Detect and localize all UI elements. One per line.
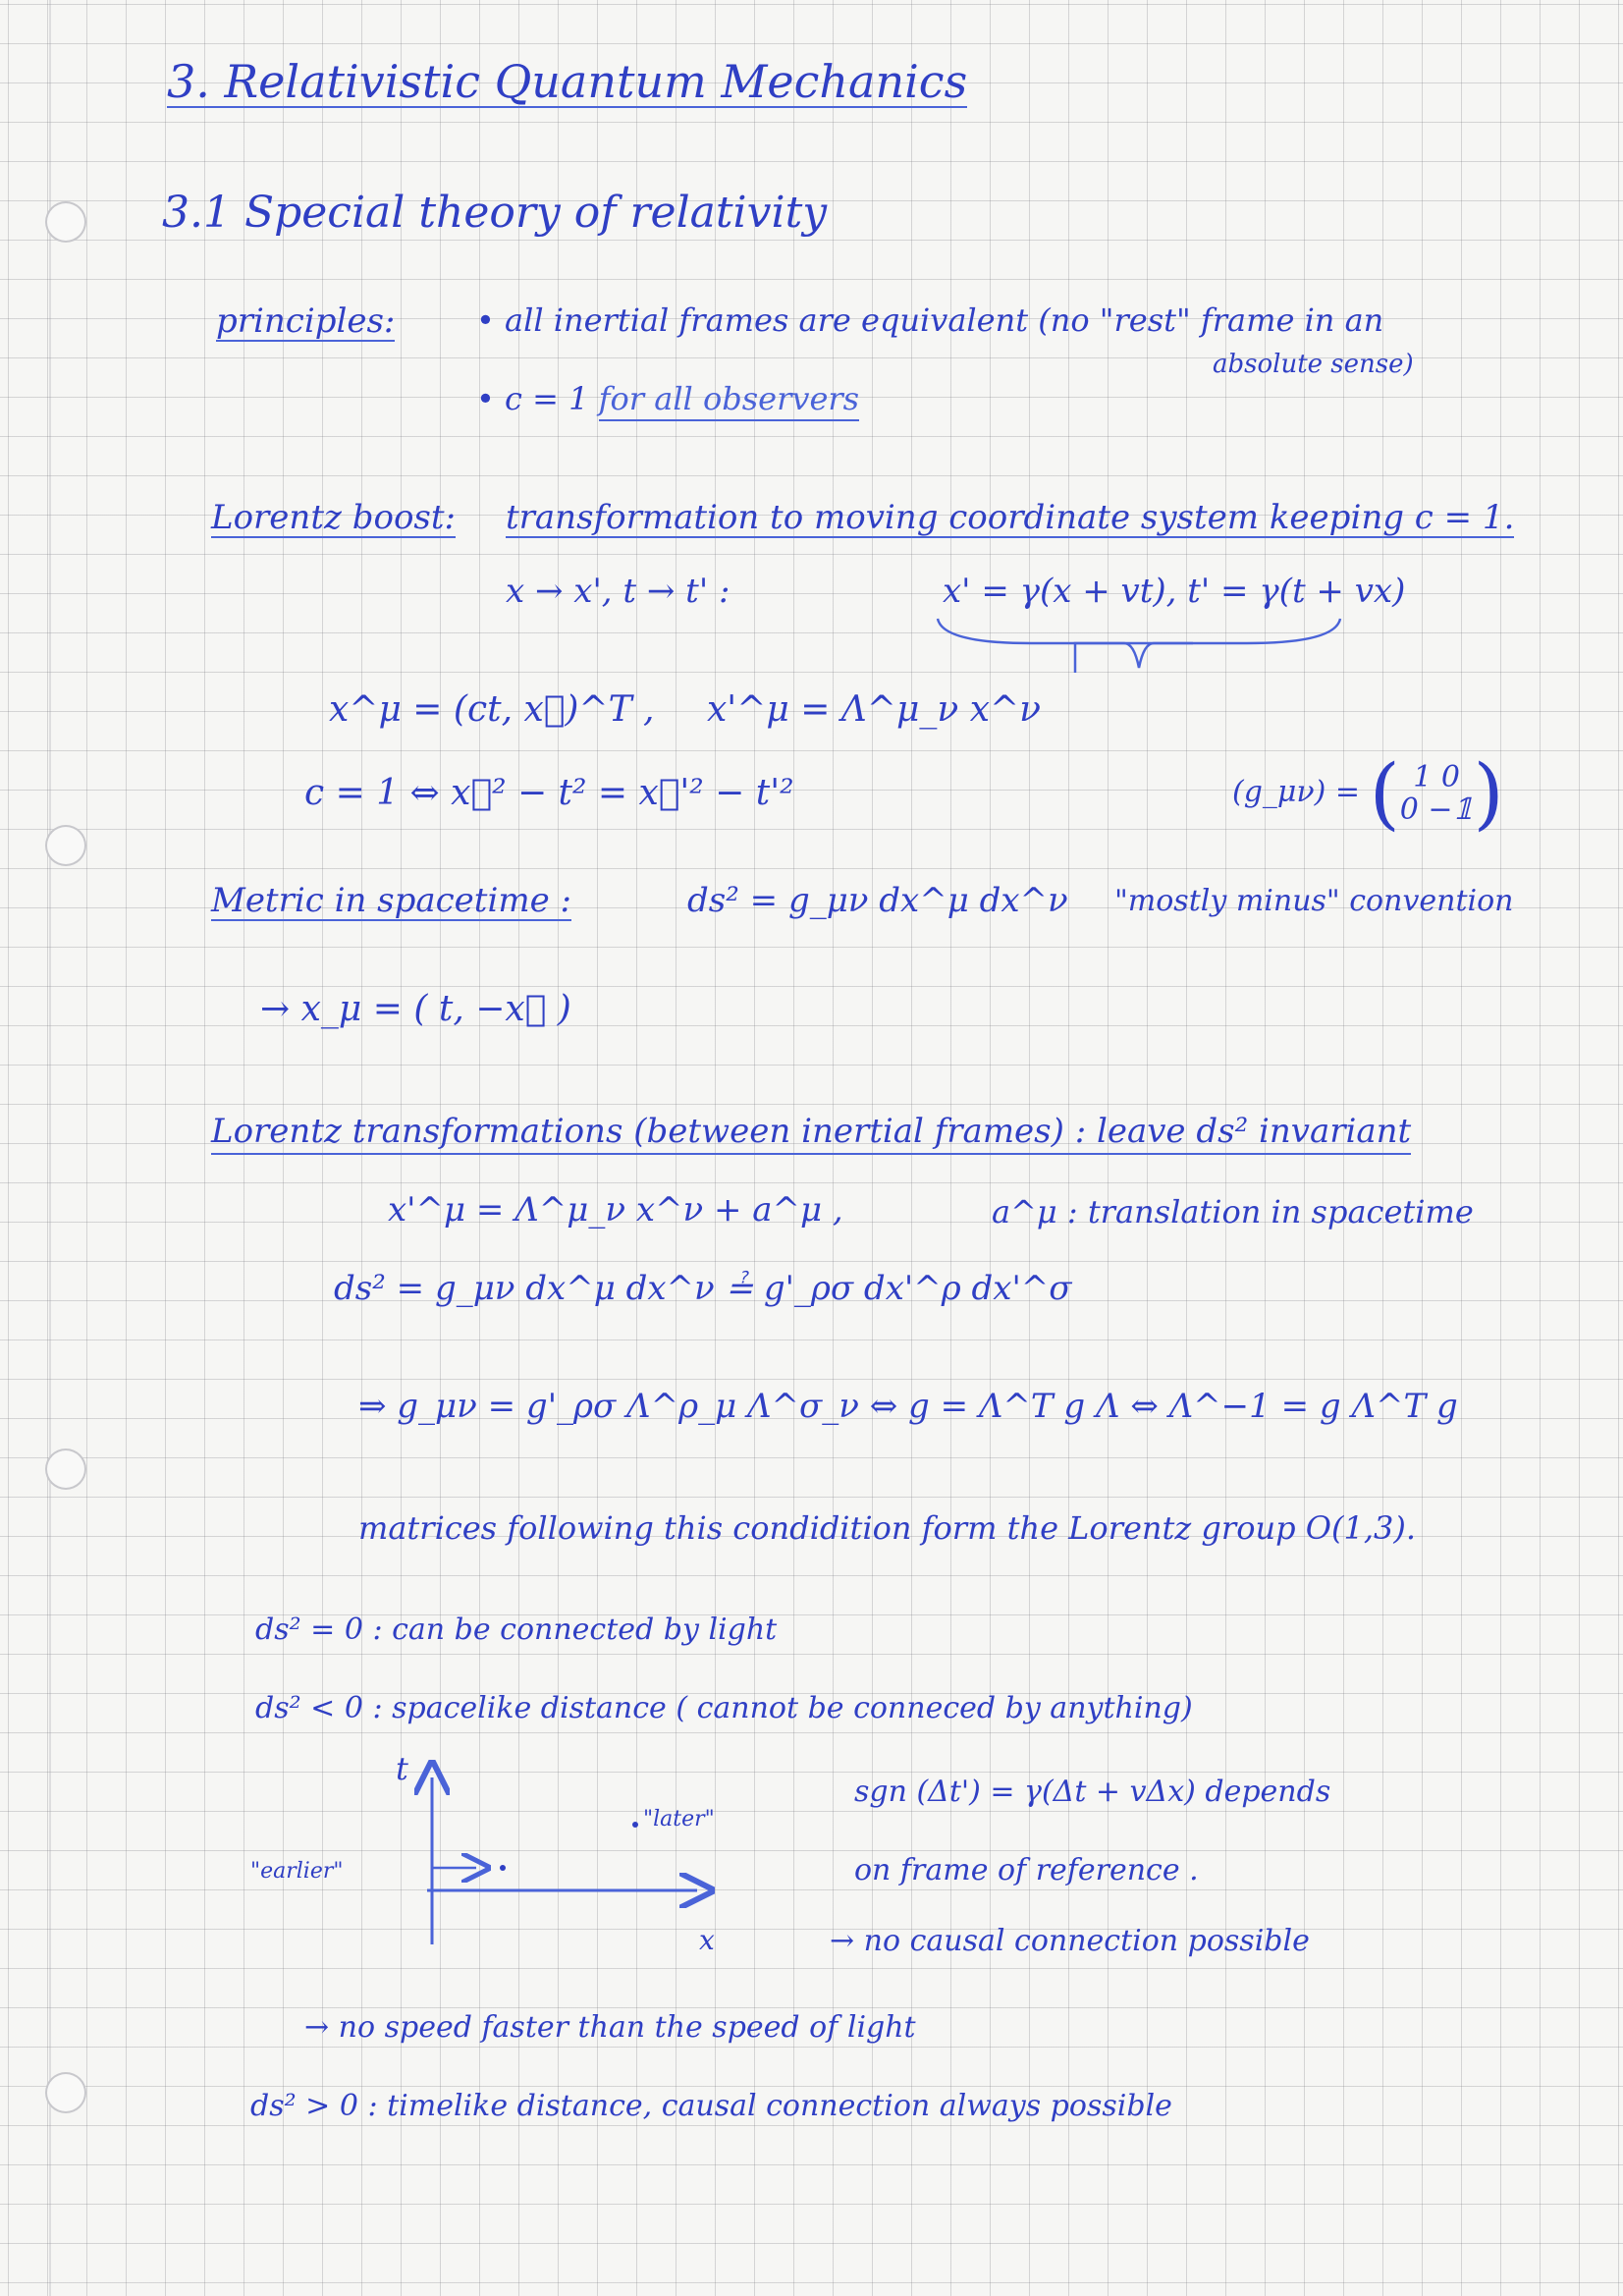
- lorentz-transformations-header: Lorentz transformations (between inertial frames) : leave ds² invariant: [211, 1115, 1411, 1148]
- spacelike-interval: ds² < 0 : spacelike distance ( cannot be conneced by anything): [255, 1691, 1193, 1725]
- binder-hole: [45, 201, 86, 243]
- poincare-transform-eq: x'^μ = Λ^μ_ν x^ν + a^μ ,: [388, 1190, 843, 1230]
- chapter-title: 3. Relativistic Quantum Mechanics: [167, 55, 968, 108]
- spacetime-diagram: [236, 1748, 746, 1954]
- interval-invariance-eq: ds² = g_μν dx^μ dx^ν ≟ g'_ρσ dx'^ρ dx'^σ: [334, 1269, 1072, 1308]
- binder-hole: [45, 1449, 86, 1490]
- no-causal-connection: → no causal connection possible: [830, 1924, 1310, 1958]
- timelike-interval: ds² > 0 : timelike distance, causal connection always possible: [250, 2089, 1172, 2123]
- frame-of-reference: on frame of reference .: [854, 1853, 1199, 1887]
- boost-equation: x' = γ(x + vt), t' = γ(t + vx): [943, 572, 1406, 611]
- metric-row-1: 1 0: [1413, 760, 1460, 794]
- earlier-label: "earlier": [250, 1859, 344, 1884]
- no-faster-than-light: → no speed faster than the speed of light: [304, 2010, 916, 2045]
- lower-index-vector: → x_μ = ( t, −x⃗ ): [260, 989, 571, 1029]
- section-title: 3.1 Special theory of relativity: [162, 188, 828, 238]
- four-vector-transform: x'^μ = Λ^μ_ν x^ν: [707, 689, 1042, 730]
- metric-row-2: 0 −𝟙: [1399, 793, 1474, 827]
- boost-map: x → x', t → t' :: [506, 572, 730, 611]
- principle-1: • all inertial frames are equivalent (no "rest" frame in an: [476, 301, 1384, 339]
- margin-line: [49, 0, 51, 2296]
- bracket-line: [1070, 638, 1198, 678]
- binder-hole: [45, 2072, 86, 2113]
- four-vector-eq: x^μ = (ct, x⃗)^T ,: [329, 689, 655, 730]
- metric-label: Metric in spacetime :: [211, 881, 571, 920]
- principle-2: • c = 1 for all observers: [476, 383, 859, 414]
- metric-condition-eq: ⇒ g_μν = g'_ρσ Λ^ρ_μ Λ^σ_ν ⇔ g = Λ^T g Λ ⇔ Λ^−1 = g Λ^T g: [358, 1387, 1458, 1426]
- lorentz-group-statement: matrices following this condidition form the Lorentz group O(1,3).: [358, 1509, 1416, 1547]
- x-axis-label: x: [699, 1924, 715, 1956]
- metric-equation: ds² = g_μν dx^μ dx^ν: [687, 881, 1068, 920]
- principle-2-note: for all observers: [599, 380, 859, 421]
- principles-label: principles:: [216, 301, 396, 341]
- null-interval: ds² = 0 : can be connected by light: [255, 1613, 778, 1647]
- c-equals-one-eq: c = 1 ⇔ x⃗² − t² = x⃗'² − t'²: [304, 773, 794, 813]
- metric-convention: "mostly minus" convention: [1114, 884, 1514, 918]
- principle-1-continued: absolute sense): [1213, 350, 1414, 379]
- metric-matrix-label: (g_μν) =: [1232, 775, 1361, 809]
- binder-hole: [45, 825, 86, 866]
- metric-matrix: (g_μν) = ( 1 0 0 −𝟙): [1232, 747, 1504, 839]
- t-axis-label: t: [396, 1750, 408, 1787]
- sign-dependence: sgn (Δt') = γ(Δt + vΔx) depends: [854, 1775, 1331, 1809]
- event-later-dot: [632, 1822, 638, 1828]
- later-label: "later": [643, 1807, 715, 1831]
- lorentz-boost-label: Lorentz boost:: [211, 498, 456, 537]
- event-earlier-dot: [500, 1865, 506, 1871]
- translation-note: a^μ : translation in spacetime: [992, 1193, 1474, 1230]
- lorentz-boost-description: transformation to moving coordinate system keeping c = 1.: [506, 498, 1515, 537]
